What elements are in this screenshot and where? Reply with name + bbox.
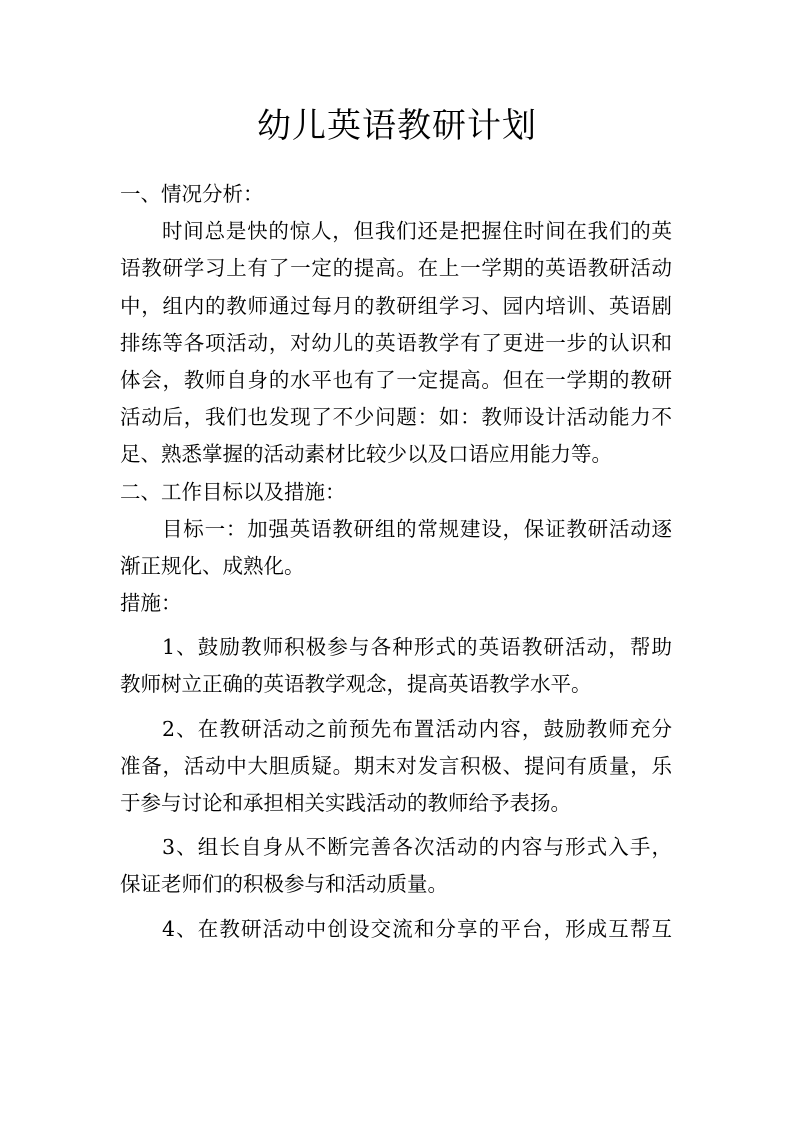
measure-line: 1、鼓励教师积极参与各种形式的英语教研活动，帮助	[162, 635, 672, 660]
paragraph-line: 排练等各项活动，对幼儿的英语教学有了更进一步的认识和	[120, 330, 672, 355]
section-heading-goals: 二、工作目标以及措施：	[120, 479, 346, 504]
measure-line: 准备，活动中大胆质疑。期末对发言积极、提问有质量，乐	[120, 753, 672, 778]
measure-line: 于参与讨论和承担相关实践活动的教师给予表扬。	[120, 791, 571, 815]
goal-line: 渐正规化、成熟化。	[120, 553, 305, 578]
goal-line: 目标一：加强英语教研组的常规建设，保证教研活动逐	[162, 516, 672, 541]
document-body	[120, 176, 672, 948]
paragraph-line: 足、熟悉掌握的活动素材比较少以及口语应用能力等。	[120, 442, 612, 467]
paragraph-line: 体会，教师自身的水平也有了一定提高。但在一学期的教研	[120, 367, 672, 392]
paragraph-line: 活动后，我们也发现了不少问题：如：教师设计活动能力不	[120, 405, 672, 430]
spacer	[120, 822, 672, 829]
spacer	[120, 704, 672, 711]
measure-line: 保证老师们的积极参与和活动质量。	[120, 872, 448, 897]
measure-line: 2、在教研活动之前预先布置活动内容，鼓励教师充分	[162, 716, 672, 741]
section-heading-analysis: 一、情况分析：	[120, 182, 264, 206]
spacer	[120, 904, 672, 911]
measure-line: 4、在教研活动中创设交流和分享的平台，形成互帮互	[162, 916, 672, 941]
spacer	[120, 622, 672, 629]
measure-line: 教师树立正确的英语教学观念，提高英语教学水平。	[120, 672, 592, 697]
measures-label: 措施：	[120, 591, 182, 616]
paragraph-line: 时间总是快的惊人，但我们还是把握住时间在我们的英	[162, 219, 672, 244]
paragraph-line: 语教研学习上有了一定的提高。在上一学期的英语教研活动	[120, 256, 672, 281]
measure-line: 3、组长自身从不断完善各次活动的内容与形式入手，	[162, 835, 672, 860]
document-title: 幼儿英语教研计划	[257, 106, 537, 146]
paragraph-line: 中，组内的教师通过每月的教研组学习、园内培训、英语剧	[120, 293, 672, 318]
